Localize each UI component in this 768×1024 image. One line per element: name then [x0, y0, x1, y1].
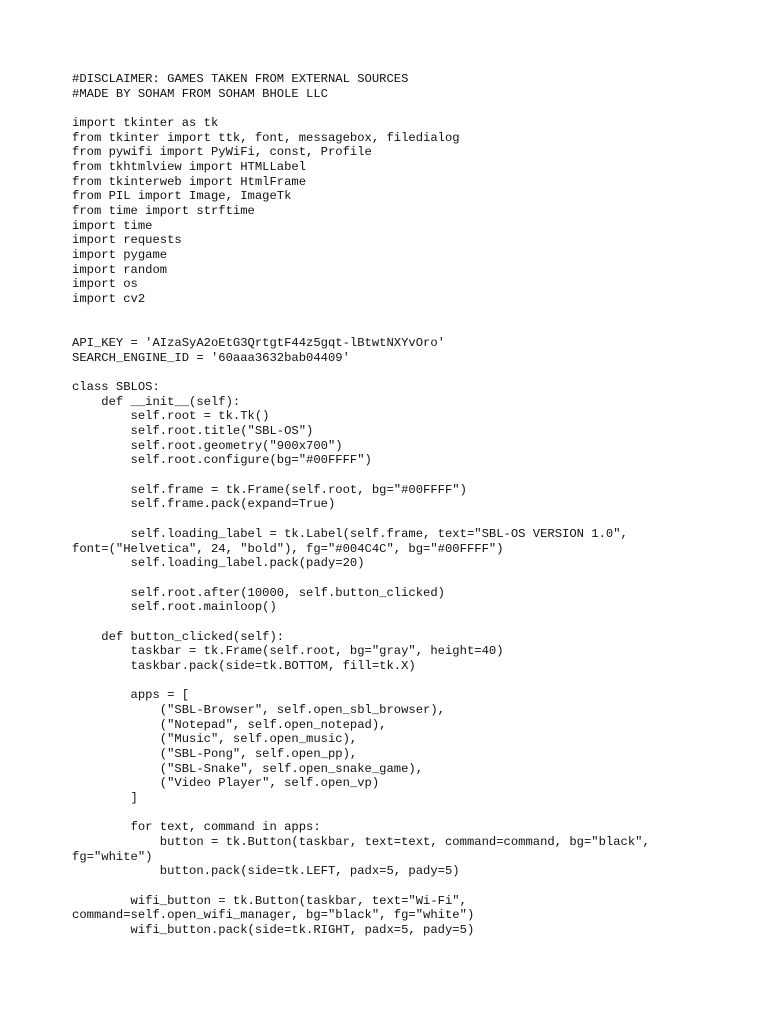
code-line: #DISCLAIMER: GAMES TAKEN FROM EXTERNAL SOURCES: [72, 72, 409, 86]
code-line: #MADE BY SOHAM FROM SOHAM BHOLE LLC: [72, 86, 328, 101]
code-line: fg="white"): [72, 849, 153, 864]
code-line: for text, command in apps:: [72, 820, 321, 835]
code-line: ("Music", self.open_music),: [72, 732, 358, 747]
code-line: ("SBL-Pong", self.open_pp),: [72, 746, 358, 761]
code-line: import tkinter as tk: [72, 116, 219, 131]
code-line: from tkinterweb import HtmlFrame: [72, 174, 307, 189]
code-line: apps = [: [72, 688, 190, 703]
code-line: import pygame: [72, 248, 168, 263]
code-line: def button_clicked(self):: [72, 629, 285, 644]
code-line: from time import strftime: [72, 204, 255, 219]
code-line: API_KEY = 'AIzaSyA2oEtG3QrtgtF44z5gqt-lBtwtNXYvOro': [72, 336, 445, 351]
code-line: import time: [72, 218, 153, 233]
code-line: [72, 468, 712, 483]
code-line: self.root = tk.Tk(): [72, 409, 270, 424]
code-line: self.loading_label = tk.Label(self.frame, text="SBL-OS VERSION 1.0",: [72, 526, 628, 541]
code-line: self.root.geometry("900x700"): [72, 438, 343, 453]
code-line: def __init__(self):: [72, 394, 241, 409]
code-line: wifi_button.pack(side=tk.RIGHT, padx=5, pady=5): [72, 922, 475, 937]
code-line: from tkhtmlview import HTMLLabel: [72, 160, 307, 175]
code-line: [72, 365, 712, 380]
code-line: ]: [72, 790, 138, 805]
code-line: [72, 615, 712, 630]
code-line: import random: [72, 262, 168, 277]
code-line: wifi_button = tk.Button(taskbar, text="Wi-Fi",: [72, 893, 467, 908]
code-line: self.frame = tk.Frame(self.root, bg="#00FFFF"): [72, 482, 467, 497]
code-line: command=self.open_wifi_manager, bg="black", fg="white"): [72, 908, 475, 923]
code-line: taskbar = tk.Frame(self.root, bg="gray", height=40): [72, 644, 504, 659]
code-line: self.root.after(10000, self.button_clicked): [72, 585, 445, 600]
code-line: from tkinter import ttk, font, messagebox, filedialog: [72, 130, 460, 145]
code-line: button = tk.Button(taskbar, text=text, command=command, bg="black",: [72, 834, 650, 849]
code-line: taskbar.pack(side=tk.BOTTOM, fill=tk.X): [72, 658, 416, 673]
code-line: from pywifi import PyWiFi, const, Profile: [72, 145, 372, 160]
code-block: [72, 72, 712, 938]
code-line: self.root.mainloop(): [72, 600, 277, 615]
code-line: [72, 806, 712, 821]
code-line: ("SBL-Browser", self.open_sbl_browser),: [72, 702, 445, 717]
code-line: ("Notepad", self.open_notepad),: [72, 717, 387, 732]
code-line: self.root.title("SBL-OS"): [72, 424, 314, 439]
code-line: self.frame.pack(expand=True): [72, 497, 336, 512]
code-line: button.pack(side=tk.LEFT, padx=5, pady=5): [72, 864, 460, 879]
code-line: self.loading_label.pack(pady=20): [72, 556, 365, 571]
code-line: [72, 571, 712, 586]
code-line: import os: [72, 277, 138, 292]
code-line: [72, 512, 712, 527]
code-line: import requests: [72, 233, 182, 248]
code-line: class SBLOS:: [72, 380, 160, 395]
code-line: ("Video Player", self.open_vp): [72, 776, 380, 791]
code-line: font=("Helvetica", 24, "bold"), fg="#004C4C", bg="#00FFFF"): [72, 541, 504, 556]
code-line: from PIL import Image, ImageTk: [72, 189, 292, 204]
code-line: [72, 321, 712, 336]
code-line: ("SBL-Snake", self.open_snake_game),: [72, 761, 424, 776]
code-line: [72, 101, 712, 116]
code-line: self.root.configure(bg="#00FFFF"): [72, 453, 372, 468]
code-line: SEARCH_ENGINE_ID = '60aaa3632bab04409': [72, 350, 350, 365]
code-line: import cv2: [72, 292, 146, 307]
code-line: [72, 307, 712, 322]
code-line: [72, 674, 712, 689]
code-line: [72, 879, 712, 894]
